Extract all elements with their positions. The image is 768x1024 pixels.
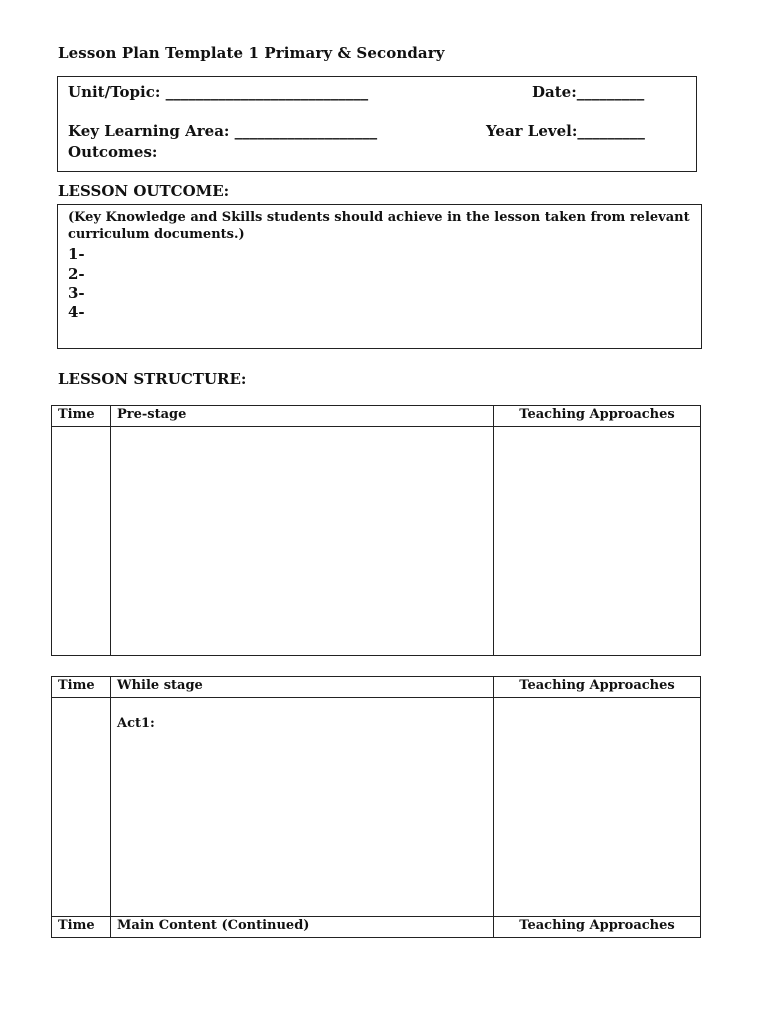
activity-1-label: Act1: [117, 716, 155, 731]
pre-stage-stage-header: Pre-stage [111, 406, 494, 427]
while-stage-stage-header: While stage [111, 677, 494, 698]
while-stage-approaches-header: Teaching Approaches [494, 677, 701, 698]
pre-stage-body-row [52, 427, 701, 656]
lesson-structure-heading: LESSON STRUCTURE: [58, 370, 247, 388]
pre-stage-time-cell [52, 427, 111, 656]
outcome-item-1: 1- [68, 245, 85, 263]
while-stage-time-header: Time [52, 677, 111, 698]
key-learning-area-field: Key Learning Area: ___________________ [68, 122, 378, 140]
pre-stage-content-cell [111, 427, 494, 656]
main-content-approaches-header: Teaching Approaches [494, 917, 701, 938]
main-content-time-header: Time [52, 917, 111, 938]
outcome-item-2: 2- [68, 265, 85, 283]
pre-stage-table [51, 405, 701, 656]
unit-topic-field: Unit/Topic: ___________________________ [68, 83, 369, 101]
main-content-stage-header: Main Content (Continued) [111, 917, 494, 938]
outcomes-label: Outcomes: [68, 143, 158, 161]
main-content-header-row [52, 917, 701, 938]
while-stage-content-cell [111, 698, 494, 917]
year-level-field: Year Level:_________ [486, 122, 645, 140]
lesson-outcome-box [57, 204, 702, 349]
while-stage-time-cell [52, 698, 111, 917]
outcome-item-4: 4- [68, 303, 85, 321]
while-stage-header-row [52, 677, 701, 698]
pre-stage-header-row [52, 406, 701, 427]
date-field: Date:_________ [532, 83, 645, 101]
page-title: Lesson Plan Template 1 Primary & Secondary [58, 44, 445, 62]
pre-stage-time-header: Time [52, 406, 111, 427]
outcome-instruction-line2: curriculum documents.) [68, 227, 245, 242]
lesson-outcome-heading: LESSON OUTCOME: [58, 182, 230, 200]
outcome-item-3: 3- [68, 284, 85, 302]
pre-stage-approaches-header: Teaching Approaches [494, 406, 701, 427]
outcome-instruction-line1: (Key Knowledge and Skills students should achieve in the lesson taken from relevant [68, 210, 690, 225]
while-stage-body-row [52, 698, 701, 917]
header-info-box [57, 76, 697, 172]
while-stage-approaches-cell [494, 698, 701, 917]
while-stage-table [51, 676, 701, 938]
pre-stage-approaches-cell [494, 427, 701, 656]
